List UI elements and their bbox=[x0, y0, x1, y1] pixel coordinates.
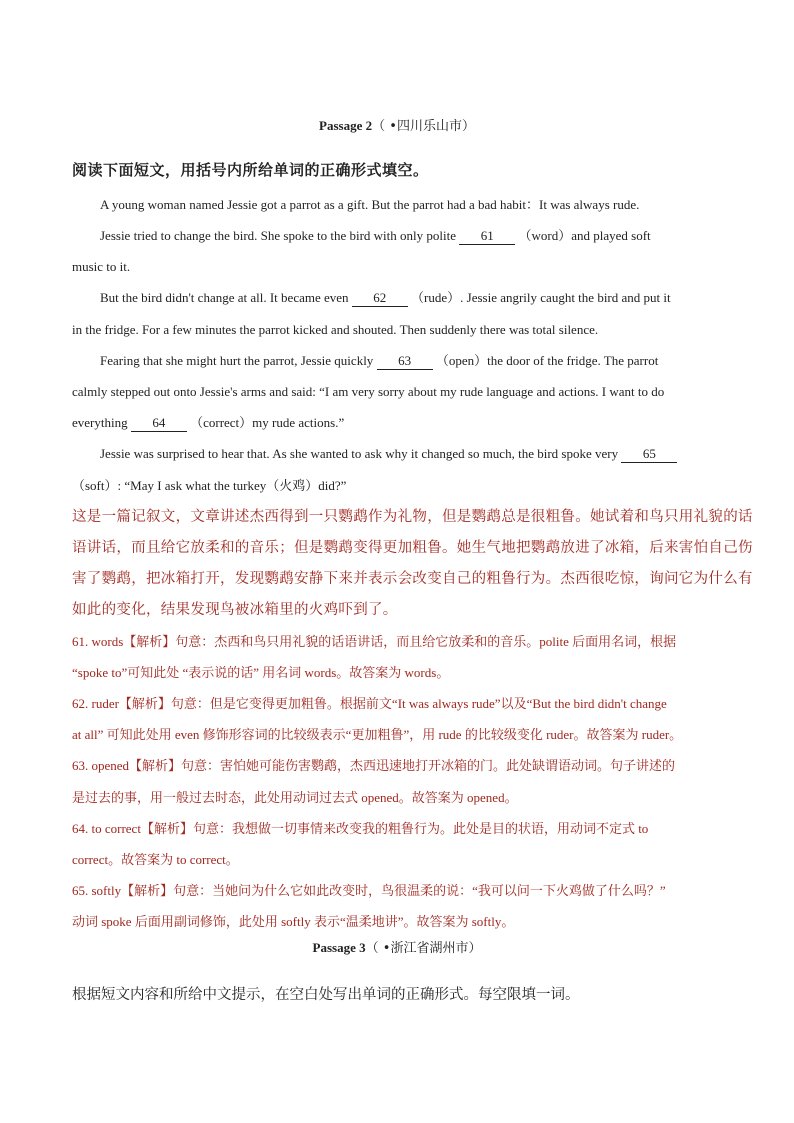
analysis-line: 62. ruder【解析】句意：但是它变得更加粗鲁。根据前文“It was always rude”以及“But the bird didn't change bbox=[72, 696, 667, 711]
analysis-line: 65. softly【解析】句意：当她问为什么它如此改变时，鸟很温柔的说：“我可以问一下火鸡做了什么吗？” bbox=[72, 883, 666, 898]
passage-line bbox=[100, 353, 722, 370]
passage-text: （word）and played soft bbox=[518, 228, 651, 243]
passage-line bbox=[100, 228, 722, 245]
analysis-line: 63. opened【解析】句意：害怕她可能伤害鹦鹉，杰西迅速地打开冰箱的门。此处缺谓语动词。句子讲述的 bbox=[72, 758, 676, 773]
blank-65[interactable]: 65 bbox=[621, 446, 677, 463]
analysis-line: “spoke to”可知此处 “表示说的话” 用名词 words。故答案为 words。 bbox=[72, 665, 450, 680]
analysis-line: 是过去的事，用一般过去时态，此处用动词过去式 opened。故答案为 opened。 bbox=[72, 790, 518, 805]
summary-line: 害了鹦鹉，把冰箱打开，发现鹦鹉安静下来并表示会改变自己的粗鲁行为。杰西很吃惊，询问它为什么有 bbox=[72, 571, 753, 587]
blank-61[interactable]: 61 bbox=[459, 228, 515, 245]
summary-line: 如此的变化，结果发现鸟被冰箱里的火鸡吓到了。 bbox=[72, 602, 398, 618]
passage-text: （rude）. Jessie angrily caught the bird and put it bbox=[411, 290, 671, 305]
passage-text: （correct）my rude actions.” bbox=[190, 415, 345, 430]
summary-line: 这是一篇记叙文，文章讲述杰西得到一只鹦鹉作为礼物，但是鹦鹉总是很粗鲁。她试着和鸟只用礼貌的话 bbox=[72, 509, 753, 525]
passage-text: everything bbox=[72, 415, 128, 430]
passage-line: calmly stepped out onto Jessie's arms and said: “I am very sorry about my rude language and actions. I want to do bbox=[72, 384, 665, 399]
blank-64[interactable]: 64 bbox=[131, 415, 187, 432]
analysis-line: 64. to correct【解析】句意：我想做一切事情来改变我的粗鲁行为。此处是目的状语，用动词不定式 to bbox=[72, 821, 649, 836]
passage2-title bbox=[0, 118, 794, 135]
analysis-line: at all” 可知此处用 even 修饰形容词的比较级表示“更加粗鲁”，用 rude 的比较级变化 ruder。故答案为 ruder。 bbox=[72, 727, 683, 742]
passage-line bbox=[100, 290, 722, 307]
passage-line: in the fridge. For a few minutes the parrot kicked and shouted. Then suddenly there was total silence. bbox=[72, 322, 599, 337]
passage2-source: （ •四川乐山市） bbox=[372, 119, 475, 134]
passage2-instruction: 阅读下面短文，用括号内所给单词的正确形式填空。 bbox=[72, 161, 429, 179]
passage-text: But the bird didn't change at all. It became even bbox=[100, 290, 349, 305]
blank-63[interactable]: 63 bbox=[377, 353, 433, 370]
blank-62[interactable]: 62 bbox=[352, 290, 408, 307]
passage-line: A young woman named Jessie got a parrot as a gift. But the parrot had a bad habit：It was always rude. bbox=[100, 197, 640, 212]
passage-text: Fearing that she might hurt the parrot, Jessie quickly bbox=[100, 353, 374, 368]
passage-line bbox=[72, 415, 722, 432]
analysis-line: correct。故答案为 to correct。 bbox=[72, 852, 239, 867]
summary-line: 语讲话，而且给它放柔和的音乐；但是鹦鹉变得更加粗鲁。她生气地把鹦鹉放进了冰箱，后来害怕自己伤 bbox=[72, 540, 753, 556]
passage3-title bbox=[0, 940, 794, 957]
passage-text: （open）the door of the fridge. The parrot bbox=[435, 353, 659, 368]
passage3-instruction: 根据短文内容和所给中文提示，在空白处写出单词的正确形式。每空限填一词。 bbox=[72, 987, 580, 1003]
analysis-line: 61. words【解析】句意：杰西和鸟只用礼貌的话语讲话，而且给它放柔和的音乐。polite 后面用名词，根据 bbox=[72, 634, 677, 649]
analysis-line: 动词 spoke 后面用副词修饰，此处用 softly 表示“温柔地讲”。故答案为 softly。 bbox=[72, 914, 515, 929]
passage-line bbox=[100, 446, 722, 463]
passage3-source: （ •浙江省湖州市） bbox=[365, 941, 482, 956]
passage-line: （soft）: “May I ask what the turkey（火鸡）did?” bbox=[72, 478, 347, 493]
passage-text: Jessie was surprised to hear that. As she wanted to ask why it changed so much, the bird spoke very bbox=[100, 446, 619, 461]
passage3-title-text: Passage 3 bbox=[312, 940, 366, 955]
passage-line: music to it. bbox=[72, 259, 131, 274]
passage2-title-text: Passage 2 bbox=[319, 118, 373, 133]
passage-text: Jessie tried to change the bird. She spoke to the bird with only polite bbox=[100, 228, 456, 243]
